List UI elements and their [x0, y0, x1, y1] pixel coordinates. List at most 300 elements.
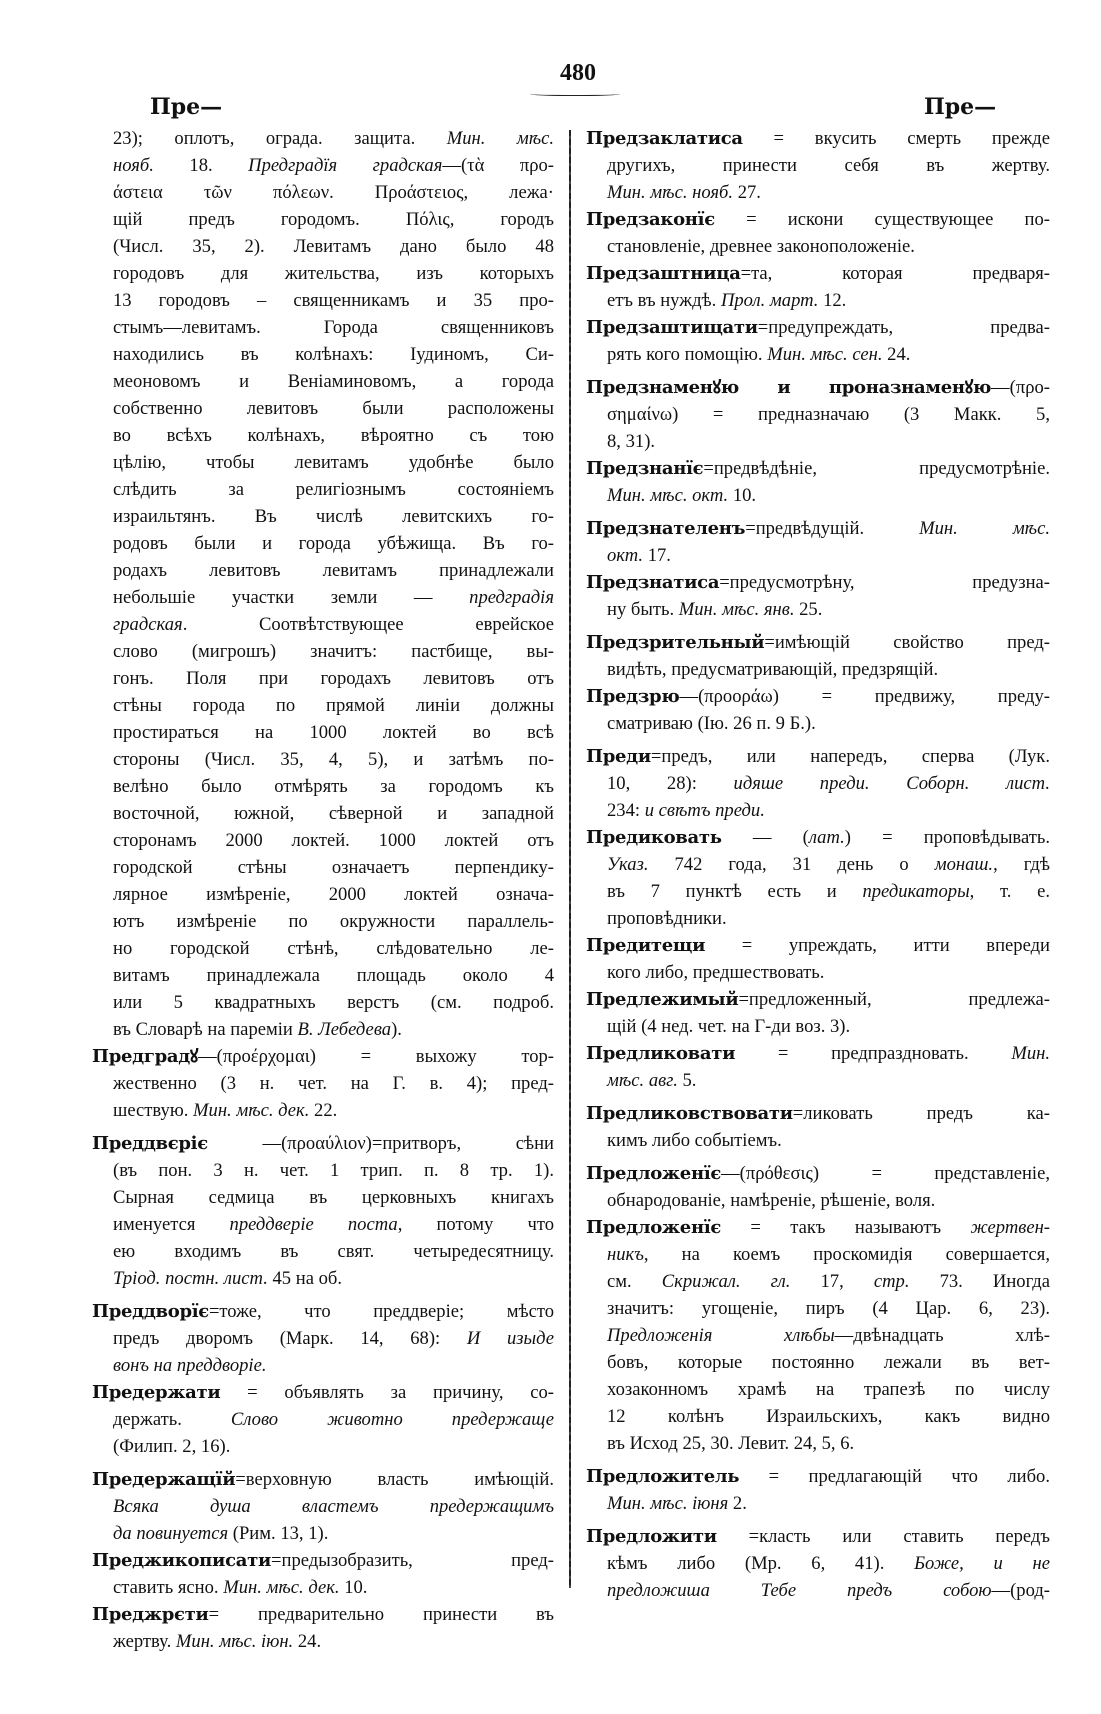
headword: Предложенїє — [586, 1163, 722, 1184]
text-line — [586, 1490, 1050, 1517]
text-line — [92, 476, 554, 503]
running-head-left: Пре— — [150, 94, 223, 120]
text-run: во всѣхъ колѣнахъ, вѣроятно съ тою — [113, 425, 554, 446]
text-run: меоновомъ и Веніаминовомъ, а города — [113, 371, 554, 392]
italic-text: И изыде — [466, 1328, 554, 1349]
text-line — [586, 905, 1050, 932]
entry-headword-line — [586, 260, 1050, 287]
text-run: =ликовать предъ ка- — [792, 1103, 1050, 1124]
text-run: въ Словарѣ на пареміи — [113, 1019, 298, 1040]
text-run: ютъ измѣреніе по окружности параллель- — [113, 911, 554, 932]
text-run: кѣмъ либо (Мр. 6, 41). — [607, 1553, 915, 1574]
text-run: 10. — [339, 1577, 368, 1598]
text-run: =предвѣдѣніе, предусмотрѣніе. — [703, 458, 1050, 479]
text-run: —(προοράω) = предвижу, преду- — [679, 686, 1050, 707]
text-line — [92, 881, 554, 908]
text-line — [586, 542, 1050, 569]
text-line — [92, 1097, 554, 1124]
text-line — [92, 800, 554, 827]
text-run: собственно левитовъ были расположены — [113, 398, 554, 419]
text-line — [586, 1241, 1050, 1268]
text-run: восточной, южной, сѣверной и западной — [113, 803, 554, 824]
left-column — [92, 125, 554, 1655]
text-run: (Числ. 35, 2). Левитамъ дано было 48 — [113, 236, 554, 257]
text-run: =тоже, что преддверіе; мѣсто — [208, 1301, 554, 1322]
italic-text: Мин. мѣс. — [446, 128, 554, 149]
italic-text: Мин. мѣс. — [919, 518, 1050, 539]
entry-headword-line — [586, 1040, 1050, 1067]
text-run: = объявлять за причину, со- — [220, 1382, 554, 1403]
text-line — [92, 260, 554, 287]
entry-headword-line — [586, 824, 1050, 851]
text-line — [586, 401, 1050, 428]
text-run: (Филип. 2, 16). — [113, 1436, 231, 1457]
text-line — [92, 530, 554, 557]
entry-headword-line — [586, 1523, 1050, 1550]
text-run: 25. — [794, 599, 823, 620]
text-run: 24. — [882, 344, 911, 365]
italic-text: стр. — [873, 1271, 910, 1292]
italic-text: Мин. мѣс. окт. — [607, 485, 729, 506]
text-line — [92, 1238, 554, 1265]
headword: Предзаклатиса — [586, 128, 743, 149]
text-run: —(род- — [991, 1580, 1050, 1601]
text-line — [92, 989, 554, 1016]
text-line — [92, 638, 554, 665]
text-run: = предварительно принести въ — [208, 1604, 554, 1625]
headword: Преди — [586, 746, 651, 767]
text-run: 13 городовъ – священникамъ и 35 про- — [113, 290, 554, 311]
text-run: въ Исход 25, 30. Левит. 24, 5, 6. — [607, 1433, 855, 1454]
text-run: 24. — [293, 1631, 322, 1652]
text-line — [586, 1295, 1050, 1322]
text-run: кимъ либо событіемъ. — [607, 1130, 782, 1151]
text-run: держать. — [113, 1409, 231, 1430]
italic-text: Мин. мѣс. іюн. — [175, 1631, 294, 1652]
text-line — [92, 746, 554, 773]
entry-headword-line — [586, 374, 1050, 401]
italic-text: Мин. — [1011, 1043, 1050, 1064]
text-run: простираться на 1000 локтей во всѣ — [113, 722, 554, 743]
entry-headword-line — [586, 1463, 1050, 1490]
text-line — [92, 368, 554, 395]
text-line — [92, 1157, 554, 1184]
text-run: именуется — [113, 1214, 230, 1235]
text-run: 742 года, 31 день о — [648, 854, 935, 875]
text-run: небольшіе участки земли — — [113, 587, 470, 608]
italic-text: никъ — [607, 1244, 644, 1265]
text-run: , на коемъ проскомидія совершается, — [643, 1244, 1050, 1265]
text-run: =предложенный, предлежа- — [738, 989, 1050, 1010]
entry-headword-line — [586, 932, 1050, 959]
text-run: 234: — [607, 800, 645, 821]
text-line — [586, 656, 1050, 683]
italic-text: Мин. мѣс. сен. — [767, 344, 883, 365]
italic-text: В. Лебедева — [297, 1019, 392, 1040]
italic-text: и свѣтъ преди. — [644, 800, 765, 821]
headword: Предзнателенъ — [586, 518, 746, 539]
headword: Предзрительный — [586, 632, 765, 653]
text-run: значитъ: угощеніе, пиръ (4 Цар. 6, 23). — [607, 1298, 1050, 1319]
text-run: стороны (Числ. 35, 4, 5), и затѣмъ по- — [113, 749, 554, 770]
text-run: см. — [607, 1271, 662, 1292]
text-line — [92, 557, 554, 584]
text-line — [92, 719, 554, 746]
italic-text: да повинуется — [113, 1523, 229, 1544]
italic-text: жертвен- — [970, 1217, 1050, 1238]
text-run: 12 колѣнъ Израильскихъ, какъ видно — [607, 1406, 1050, 1427]
text-run: —двѣнадцать хлѣ- — [834, 1325, 1050, 1346]
entry-headword-line — [92, 1298, 554, 1325]
headword: Предитещи — [586, 935, 706, 956]
entry-headword-line — [586, 743, 1050, 770]
text-run: хозаконномъ храмѣ на трапезѣ по числу — [607, 1379, 1050, 1400]
text-line — [586, 770, 1050, 797]
text-run: израильтянъ. Въ числѣ левитскихъ го- — [113, 506, 554, 527]
text-line — [586, 1349, 1050, 1376]
text-run: ею входимъ въ свят. четыредесятницу. — [113, 1241, 554, 1262]
text-run: щій предъ городомъ. Πόλις, городъ — [113, 209, 554, 230]
entry-headword-line — [586, 1100, 1050, 1127]
headword: Преджрєти — [92, 1604, 209, 1625]
italic-text: лат. — [808, 827, 845, 848]
text-line — [586, 1430, 1050, 1457]
headword: Предзаштищати — [586, 317, 758, 338]
text-line — [92, 908, 554, 935]
text-line — [92, 395, 554, 422]
entry-headword-line — [92, 1043, 554, 1070]
text-line — [92, 962, 554, 989]
text-line — [92, 1325, 554, 1352]
headword: Предликовствовати — [586, 1103, 793, 1124]
text-line — [92, 152, 554, 179]
italic-text: градская — [113, 614, 183, 635]
text-run: 17. — [643, 545, 671, 566]
headword: Предзаштница — [586, 263, 741, 284]
text-run: =та, которая предваря- — [740, 263, 1050, 284]
text-run: =предвѣдущій. — [745, 518, 920, 539]
text-line — [586, 179, 1050, 206]
italic-text: Мин. мѣс. янв. — [678, 599, 795, 620]
text-line — [586, 959, 1050, 986]
text-line — [92, 827, 554, 854]
text-run: но городской стѣнѣ, слѣдовательно ле- — [113, 938, 554, 959]
headword: Предградꙋ — [92, 1046, 199, 1067]
text-run: 10. — [728, 485, 757, 506]
italic-text: вонъ на преддворіе. — [113, 1355, 267, 1376]
italic-text: предложиша Тебе предъ собою — [607, 1580, 992, 1601]
text-run: Сырная седмица въ церковныхъ книгахъ — [113, 1187, 554, 1208]
entry-headword-line — [586, 629, 1050, 656]
text-run: 22. — [309, 1100, 338, 1121]
text-line — [92, 854, 554, 881]
text-run: слово (мигрошъ) значитъ: пастбище, вы- — [113, 641, 554, 662]
text-line — [586, 1403, 1050, 1430]
text-line — [92, 611, 554, 638]
text-run: άστεια τῶν πόλεων. Προάστειος, лежа· — [113, 182, 554, 203]
text-line — [92, 665, 554, 692]
text-line — [586, 851, 1050, 878]
text-run: жертву. — [113, 1631, 176, 1652]
headword: Предзнатиса — [586, 572, 720, 593]
text-run: 45 на об. — [267, 1268, 343, 1289]
text-line — [586, 287, 1050, 314]
text-line — [92, 1016, 554, 1043]
text-line — [92, 179, 554, 206]
text-run: 18. — [153, 155, 249, 176]
entry-headword-line — [586, 1160, 1050, 1187]
text-run: сматриваю (Ію. 26 п. 9 Б.). — [607, 713, 816, 734]
text-run: шествую. — [113, 1100, 194, 1121]
text-line — [92, 1433, 554, 1460]
text-run: —(προέρχομαι) = выхожу тор- — [198, 1046, 554, 1067]
text-line — [586, 878, 1050, 905]
headword: Предержати — [92, 1382, 221, 1403]
headword: Предлежимый — [586, 989, 739, 1010]
running-head-right: Пре— — [924, 94, 997, 120]
text-line — [92, 1211, 554, 1238]
text-run: цѣлію, чтобы левитамъ удобнѣе было — [113, 452, 554, 473]
text-run: городовъ для жительства, изъ которыхъ — [113, 263, 554, 284]
page-number-rule — [530, 91, 620, 96]
text-run: становленіе, древнее законоположеніе. — [607, 236, 915, 257]
text-run: = искони существующее по- — [714, 209, 1050, 230]
italic-text: мѣс. авг. — [607, 1070, 678, 1091]
text-run: видѣть, предусматривающій, предзрящій. — [607, 659, 939, 680]
entry-headword-line — [92, 1466, 554, 1493]
entry-headword-line — [586, 683, 1050, 710]
headword: Предложенїє — [586, 1217, 722, 1238]
text-run: обнародованіе, намѣреніе, рѣшеніе, воля. — [607, 1190, 936, 1211]
text-run: родовъ были и города убѣжища. Въ го- — [113, 533, 554, 554]
text-line — [92, 1184, 554, 1211]
headword: Предзнанїє — [586, 458, 704, 479]
italic-text: Мин. мѣс. нояб. — [607, 182, 734, 203]
text-line — [586, 1376, 1050, 1403]
text-run: . Соотвѣтствующее еврейское — [182, 614, 554, 635]
entry-headword-line — [586, 986, 1050, 1013]
text-run: , гдѣ — [993, 854, 1050, 875]
text-line — [92, 1070, 554, 1097]
text-run: =имѣющій свойство пред- — [764, 632, 1050, 653]
text-run: = предпраздновать. — [735, 1043, 1012, 1064]
italic-text: идяше преди. Соборн. лист. — [733, 773, 1050, 794]
entry-headword-line — [92, 1547, 554, 1574]
italic-text: нояб. — [113, 155, 154, 176]
text-run: = такъ называютъ — [721, 1217, 971, 1238]
text-line — [92, 773, 554, 800]
text-run: 27. — [733, 182, 761, 203]
text-run: стѣны города по прямой линіи должны — [113, 695, 554, 716]
text-line — [586, 152, 1050, 179]
entry-headword-line — [586, 515, 1050, 542]
text-run: 73. Иногда — [909, 1271, 1050, 1292]
text-line — [92, 206, 554, 233]
italic-text: Прол. март. — [720, 290, 819, 311]
text-line — [92, 1574, 554, 1601]
italic-text: преддверіе поста — [229, 1214, 398, 1235]
entry-headword-line — [586, 314, 1050, 341]
text-run: лярное измѣреніе, 2000 локтей означа- — [113, 884, 554, 905]
headword: Преджикописати — [92, 1550, 272, 1571]
text-run: 5. — [677, 1070, 697, 1091]
italic-text: Боже, и не — [914, 1553, 1050, 1574]
headword: Предзрю — [586, 686, 680, 707]
text-run: витамъ принадлежала площадь около 4 — [113, 965, 554, 986]
text-line — [92, 1628, 554, 1655]
italic-text: Мин. мѣс. дек. — [193, 1100, 310, 1121]
text-line — [92, 341, 554, 368]
text-run: (Рим. 13, 1). — [228, 1523, 329, 1544]
text-run: =предупреждать, предва- — [757, 317, 1050, 338]
text-run: =класть или ставить передъ — [716, 1526, 1050, 1547]
text-run: рять кого помощію. — [607, 344, 768, 365]
text-line — [586, 428, 1050, 455]
text-line — [92, 1265, 554, 1292]
text-run: , потому что — [397, 1214, 554, 1235]
headword: Преддвєріє — [92, 1133, 208, 1154]
text-run: , т. е. — [969, 881, 1050, 902]
entry-headword-line — [586, 569, 1050, 596]
text-run: = предлагающій что либо. — [739, 1466, 1050, 1487]
right-column — [586, 125, 1050, 1604]
text-run: или 5 квадратныхъ верстъ (см. подроб. — [113, 992, 554, 1013]
text-run: стымъ—левитамъ. Города священниковъ — [113, 317, 554, 338]
text-line — [586, 341, 1050, 368]
entry-headword-line — [586, 1214, 1050, 1241]
text-run: въ 7 пунктѣ есть и — [607, 881, 863, 902]
text-run: ). — [391, 1019, 402, 1040]
text-run: — ( — [721, 827, 809, 848]
headword: Преддворїє — [92, 1301, 209, 1322]
text-line — [92, 503, 554, 530]
text-line — [92, 692, 554, 719]
italic-text: предградія — [469, 587, 554, 608]
text-line — [586, 596, 1050, 623]
entry-headword-line — [586, 206, 1050, 233]
headword: Предложити — [586, 1526, 717, 1547]
entry-headword-line — [586, 125, 1050, 152]
text-line — [586, 482, 1050, 509]
italic-text: предикаторы — [862, 881, 970, 902]
italic-text: Указ. — [607, 854, 649, 875]
headword: Предиковать — [586, 827, 722, 848]
text-run: родахъ левитовъ левитамъ принадлежали — [113, 560, 554, 581]
text-line — [586, 233, 1050, 260]
column-divider — [569, 130, 571, 1588]
italic-text: Предградїя градская — [248, 155, 443, 176]
text-run: =предызобразить, пред- — [271, 1550, 554, 1571]
italic-text: монаш. — [934, 854, 994, 875]
text-run: 2. — [728, 1493, 747, 1514]
text-run: —(προαύλιον)=притворъ, сѣни — [207, 1133, 554, 1154]
text-line — [586, 1067, 1050, 1094]
entry-headword-line — [92, 1130, 554, 1157]
italic-text: Слово животно предержаще — [230, 1409, 554, 1430]
headword: Предзнаменꙋю и проназнаменꙋю — [586, 377, 992, 398]
text-run: етъ въ нуждѣ. — [607, 290, 721, 311]
text-run: кого либо, предшествовать. — [607, 962, 825, 983]
text-line — [92, 1520, 554, 1547]
text-line — [586, 1127, 1050, 1154]
text-run: 17, — [790, 1271, 874, 1292]
text-line — [92, 449, 554, 476]
text-line — [92, 125, 554, 152]
text-run: сторонамъ 2000 локтей. 1000 локтей отъ — [113, 830, 554, 851]
text-line — [586, 1268, 1050, 1295]
text-run: находились въ колѣнахъ: Іудиномъ, Си- — [113, 344, 554, 365]
text-run: ) = проповѣдывать. — [844, 827, 1050, 848]
text-run: (въ пон. 3 н. чет. 1 трип. п. 8 тр. 1). — [113, 1160, 554, 1181]
text-run: =предъ, или напередъ, сперва (Лук. — [650, 746, 1050, 767]
text-run: другихъ, принести себя въ жертву. — [607, 155, 1050, 176]
italic-text: Скрижал. гл. — [661, 1271, 791, 1292]
text-run: предъ дворомъ (Марк. 14, 68): — [113, 1328, 467, 1349]
entry-headword-line — [92, 1601, 554, 1628]
italic-text: Всяка душа властемъ предержащимъ — [113, 1496, 554, 1517]
text-run: велѣно было отмѣрять за городомъ къ — [113, 776, 554, 797]
text-line — [586, 1322, 1050, 1349]
text-line — [92, 1406, 554, 1433]
headword: Предзаконїє — [586, 209, 715, 230]
text-line — [92, 1493, 554, 1520]
italic-text: Предложенія хлѣбы — [607, 1325, 835, 1346]
text-run: гонъ. Поля при городахъ левитовъ отъ — [113, 668, 554, 689]
text-line — [586, 1013, 1050, 1040]
text-line — [92, 233, 554, 260]
italic-text: Тріод. постн. лист. — [113, 1268, 268, 1289]
headword: Предложитель — [586, 1466, 740, 1487]
text-run: щій (4 нед. чет. на Г-ди воз. 3). — [607, 1016, 851, 1037]
text-run: 12. — [818, 290, 847, 311]
text-run: бовъ, которые постоянно лежали въ вет- — [607, 1352, 1050, 1373]
text-line — [586, 1187, 1050, 1214]
italic-text: Мин. мѣс. дек. — [223, 1577, 340, 1598]
text-line — [92, 935, 554, 962]
text-run: σημαίνω) = предназначаю (3 Макк. 5, — [607, 404, 1050, 425]
text-run: 23); оплотъ, ограда. защита. — [113, 128, 447, 149]
text-run: 10, 28): — [607, 773, 734, 794]
text-run: =предусмотрѣну, предузна- — [719, 572, 1050, 593]
entry-headword-line — [92, 1379, 554, 1406]
text-line — [92, 314, 554, 341]
text-run: ставить ясно. — [113, 1577, 224, 1598]
entry-headword-line — [586, 455, 1050, 482]
text-line — [92, 584, 554, 611]
text-run: =верховную власть имѣющій. — [235, 1469, 554, 1490]
text-line — [586, 797, 1050, 824]
text-line — [586, 1550, 1050, 1577]
italic-text: окт. — [607, 545, 644, 566]
text-run: слѣдить за религіознымъ состояніемъ — [113, 479, 554, 500]
text-line — [586, 1577, 1050, 1604]
text-run: городской стѣны означаетъ перпендику- — [113, 857, 554, 878]
text-line — [92, 287, 554, 314]
headword: Предержащїй — [92, 1469, 236, 1490]
page-number: 480 — [560, 60, 596, 86]
text-run: ну быть. — [607, 599, 679, 620]
headword: Предликовати — [586, 1043, 736, 1064]
text-line — [92, 1352, 554, 1379]
text-line — [586, 710, 1050, 737]
text-run: —(τὰ προ- — [442, 155, 554, 176]
text-run: 8, 31). — [607, 431, 656, 452]
text-run: проповѣдники. — [607, 908, 727, 929]
text-run: —(πρόθεσις) = представленіе, — [721, 1163, 1050, 1184]
italic-text: Мин. мѣс. іюня — [607, 1493, 729, 1514]
text-run: жественно (3 н. чет. на Г. в. 4); пред- — [113, 1073, 554, 1094]
text-run: = упреждать, итти впереди — [705, 935, 1050, 956]
